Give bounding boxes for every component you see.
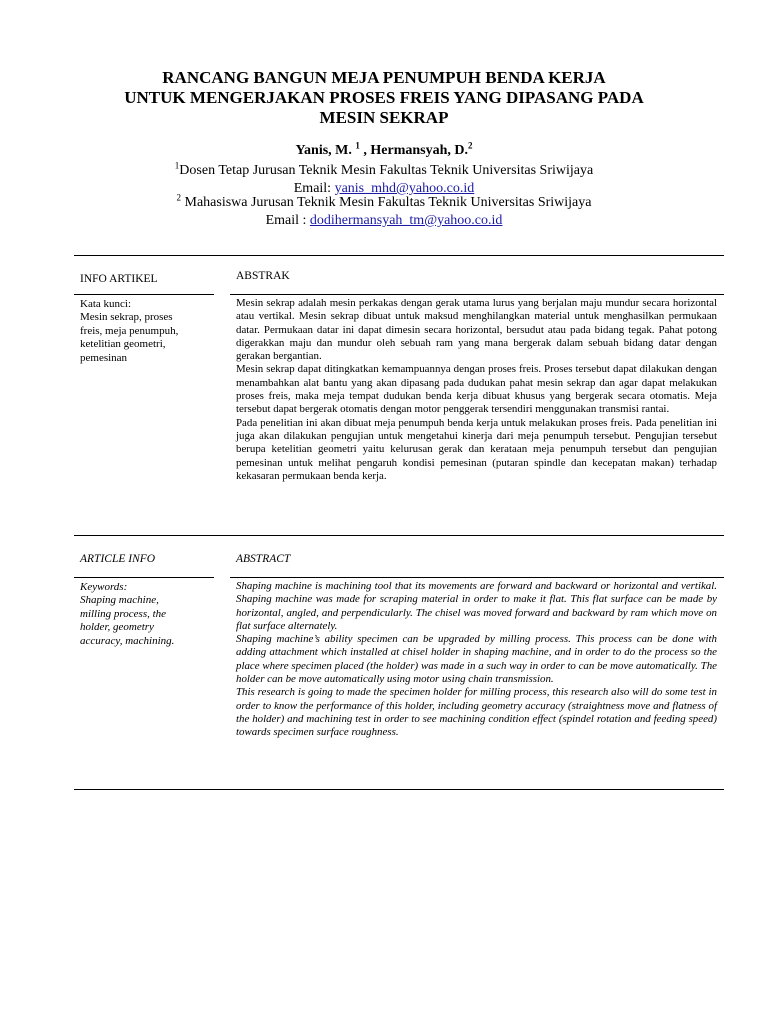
- title-line-3: MESIN SEKRAP: [319, 108, 449, 127]
- rule-bottom: [74, 789, 724, 790]
- info-artikel-label: INFO ARTIKEL: [80, 273, 158, 285]
- author-line: [0, 142, 768, 160]
- keyword-line: accuracy, machining.: [80, 634, 175, 647]
- author-separator: ,: [359, 143, 371, 158]
- author-2-sup: 2: [468, 140, 473, 151]
- paper-title: [0, 68, 768, 128]
- affiliation-1: [0, 162, 768, 180]
- abstract-text: [236, 580, 717, 740]
- author-2-name: Hermansyah, D.: [370, 143, 469, 158]
- keywords-block: [80, 581, 220, 648]
- kata-kunci-block: [80, 298, 220, 365]
- abstract-paragraph-2: Shaping machine’s ability specimen can be upgraded by milling process. This process can be done with adding attachment which installed at chisel holder in shaping machine, and in order to do the process so the place where specimen placed (the holder) was made in a such way in order to can be move automatically. The holder can be move automatically using motor using chain transmission.: [236, 633, 717, 686]
- abstrak-paragraph-2: Mesin sekrap dapat ditingkatkan kemampuannya dengan proses freis. Proses tersebut dapat dilakukan dengan menambahkan alat bantu yang akan dipasang pada dudukan pahat mesin sekrap dan agar dapat melakukan proses freis, maka meja tempat dudukan benda kerja dibuat khusus yang bergerak secara otomatis. Meja tersebut dapat bergerak otomatis dengan motor penggerak tersendiri menggunakan transmisi rantai.: [236, 363, 717, 416]
- author-1-name: Yanis, M.: [295, 143, 352, 158]
- rule-info-id: [74, 294, 214, 295]
- email-1-link[interactable]: yanis_mhd@yahoo.co.id: [334, 181, 475, 196]
- abstrak-paragraph-1: Mesin sekrap adalah mesin perkakas dengan gerak utama lurus yang berjalan maju mundur secara horizontal atau vertikal. Mesin sekrap dibuat untuk maksud menghilangkan material untuk menghasilkan permukaan datar. Permukaan datar ini dapat dimesin secara horizontal, bersudut atau pada bidang tegak. Pahat potong digerakkan maju dan mundur oleh sebuah ram yang mana bergerak dalam sebuah bidang datar dengan gerakan bergantian.: [236, 297, 717, 363]
- keyword-line: Keywords:: [80, 581, 128, 593]
- abstract-label: ABSTRACT: [236, 553, 291, 565]
- rule-abstract-en: [230, 577, 724, 578]
- email-2-link[interactable]: dodihermansyah_tm@yahoo.co.id: [309, 213, 503, 228]
- abstrak-text: [236, 297, 717, 483]
- author-1-sup: 1: [355, 140, 360, 151]
- title-line-2: UNTUK MENGERJAKAN PROSES FREIS YANG DIPASANG PADA: [124, 88, 644, 107]
- keyword-line: holder, geometry: [80, 621, 154, 634]
- keyword-line: Mesin sekrap, proses: [80, 311, 173, 324]
- rule-info-en: [74, 577, 214, 578]
- affiliation-2-sup: 2: [176, 192, 181, 203]
- abstract-paragraph-1: Shaping machine is machining tool that its movements are forward and backward or horizontal and vertikal. Shaping machine was made for scraping material in order to make it flat. This flat surface can be made by horizontal, angled, and perpendicularly. The chisel was moved forward and backward by ram which move on flat surface alternately.: [236, 580, 717, 632]
- email-2-line: [0, 212, 768, 230]
- keyword-line: ketelitian geometri,: [80, 338, 166, 351]
- abstrak-paragraph-3: Pada penelitian ini akan dibuat meja penumpuh benda kerja untuk melakukan proses freis. Pada penelitian ini juga akan dilakukan pengujian untuk mengetahui kinerja dari meja penumpuh tersebut. Pengujian tersebut berupa ketelitian geometri yaitu kelurusan gerak dan kerataan meja penumpuh tersebut dan pengujian pemesinan untuk melihat pengaruh kondisi pemesinan (putaran spindle dan kecepatan makan) terhadap kekasaran permukaan benda kerja.: [236, 416, 717, 482]
- article-info-label: ARTICLE INFO: [80, 553, 156, 565]
- email-2-label: Email :: [265, 213, 310, 228]
- affiliation-1-sup: 1: [174, 160, 180, 171]
- email-1-label: Email:: [293, 181, 335, 196]
- affiliation-2: [0, 194, 768, 212]
- keyword-line: freis, meja penumpuh,: [80, 324, 179, 337]
- affiliation-1-text: Dosen Tetap Jurusan Teknik Mesin Fakultas Teknik Universitas Sriwijaya: [179, 163, 594, 178]
- rule-top: [74, 255, 724, 256]
- affiliation-2-text: Mahasiswa Jurusan Teknik Mesin Fakultas Teknik Universitas Sriwijaya: [181, 195, 592, 210]
- keyword-line: milling process, the: [80, 607, 167, 620]
- rule-abstract-id: [230, 294, 724, 295]
- abstrak-label: ABSTRAK: [236, 270, 290, 282]
- keyword-line: Kata kunci:: [80, 298, 132, 310]
- title-line-1: RANCANG BANGUN MEJA PENUMPUH BENDA KERJA: [162, 68, 606, 87]
- abstract-paragraph-3: This research is going to made the specimen holder for milling process, this research also will do some test in order to know the performance of this holder, including geometry accuracy (straightness move and flatness of the holder) and machining test in order to see machining condition effect (spindel rotation and feeding speed) towards specimen surface roughness.: [236, 686, 717, 739]
- rule-middle: [74, 535, 724, 536]
- keyword-line: pemesinan: [80, 351, 128, 364]
- keyword-line: Shaping machine,: [80, 594, 159, 607]
